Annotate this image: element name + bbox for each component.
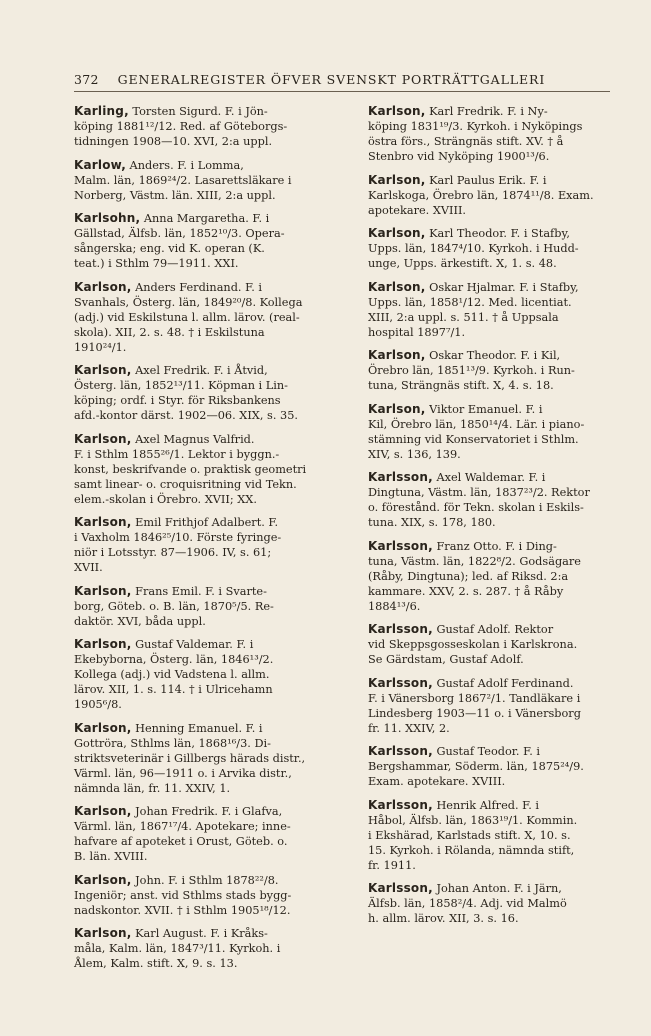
entry-text: Emil Frithjof Adalbert. F. i Vaxholm 1846²⁵/10. Förste fyringe- niör i Lotsstyr. 87—1906. IV, s. 61; XVII.	[74, 516, 282, 574]
entry-text: Anna Margaretha. F. i Gällstad, Älfsb. län, 1852¹⁰/3. Opera- sångerska; eng. vid K. operan (K. teat.) i Sthlm 79—1911. XXI.	[74, 212, 285, 270]
entry-text: Karl Paulus Erik. F. i Karlskoga, Örebro län, 1874¹¹/8. Exam. apotekare. XVIII.	[368, 173, 594, 217]
entry-text: Johan Fredrik. F. i Glafva, Värml. län, 1867¹⁷/4. Apotekare; inne- hafvare af apoteket i Orust, Göteb. o. B. län. XVIII.	[74, 805, 291, 863]
register-entry	[368, 744, 616, 789]
header-rule	[74, 91, 610, 92]
entry-surname: Karlsson,	[368, 538, 433, 553]
entry-text: John. F. i Sthlm 1878²²/8. Ingeniör; anst. vid Sthlms stads bygg- nadskontor. XVII. † i Sthlm 1905¹⁸/12.	[74, 873, 292, 917]
entry-text: Anders Ferdinand. F. i Svanhals, Österg. län, 1849²⁰/8. Kollega (adj.) vid Eskilstuna l. allm. lärov. (real- skola). XII, 2. s. 48. † i Eskilstuna 1910²⁴/1.	[74, 280, 303, 354]
entry-text: Johan Anton. F. i Järn, Älfsb. län, 1858²/4. Adj. vid Malmö h. allm. lärov. XII, 3. s. 16.	[368, 882, 567, 925]
entry-text: Franz Otto. F. i Ding- tuna, Västm. län, 1822⁸/2. Godsägare (Råby, Dingtuna); led. af Riksd. 2:a kammare. XXV, 2. s. 287. † å Råby 1884¹³/6.	[368, 539, 581, 613]
entry-text: Karl Fredrik. F. i Ny- köping 1831¹⁹/3. Kyrkoh. i Nyköpings östra förs., Strängnäs stift. XV. † å Stenbro vid Nyköping 1900¹³/6.	[368, 105, 583, 163]
right-column	[368, 104, 616, 935]
entry-text: Oskar Hjalmar. F. i Stafby, Upps. län, 1858¹/12. Med. licentiat. XIII, 2:a uppl. s. 511. † å Uppsala hospital 1897⁷/1.	[368, 280, 579, 339]
register-entry	[368, 104, 616, 164]
entry-surname: Karlsson,	[368, 744, 433, 758]
register-entry	[74, 584, 322, 629]
entry-surname: Karlson,	[368, 279, 426, 294]
entry-text: Axel Magnus Valfrid. F. i Sthlm 1855²⁶/1. Lektor i byggn.- konst, beskrifvande o. praktisk geometri samt linear- o. croquisritning vid Tekn. elem.-skolan i Örebro. XVII; XX.	[74, 432, 307, 506]
entry-surname: Karlsohn,	[74, 211, 141, 225]
entry-surname: Karlson,	[74, 431, 132, 446]
register-entry	[74, 873, 322, 918]
register-entry	[368, 798, 616, 873]
register-entry	[74, 432, 322, 507]
register-entry	[368, 173, 616, 218]
entry-text: Anders. F. i Lomma, Malm. län, 1869²⁴/2. Lasarettsläkare i Norberg, Västm. län. XIII, 2:a uppl.	[74, 158, 292, 202]
entry-surname: Karlsson,	[368, 797, 433, 812]
entry-surname: Karlsson,	[368, 881, 433, 895]
entry-text: Karl Theodor. F. i Stafby, Upps. län, 1847⁴/10. Kyrkoh. i Hudd- unge, Upps. ärkestift. X, 1. s. 48.	[368, 227, 579, 270]
entry-surname: Karlsson,	[368, 470, 433, 484]
entry-text: Henrik Alfred. F. i Håbol, Älfsb. län, 1863¹⁹/1. Kommin. i Ekshärad, Karlstads stift. X, 10. s. 15. Kyrkoh. i Rölanda, nämnda stift, fr. 1911.	[368, 798, 578, 872]
register-entry	[74, 211, 322, 271]
register-entry	[368, 226, 616, 271]
register-entry	[74, 804, 322, 864]
entry-surname: Karlsson,	[368, 622, 433, 636]
entry-text: Gustaf Adolf Ferdinand. F. i Vänersborg 1867²/1. Tandläkare i Lindesberg 1903—11 o. i Vänersborg fr. 11. XXIV, 2.	[368, 676, 581, 735]
entry-text: Gustaf Teodor. F. i Bergshammar, Söderm. län, 1875²⁴/9. Exam. apotekare. XVIII.	[368, 745, 584, 788]
entry-surname: Karlson,	[74, 583, 132, 598]
register-entry	[74, 280, 322, 355]
entry-surname: Karlson,	[74, 363, 132, 377]
register-entry	[368, 622, 616, 667]
page-header	[74, 72, 610, 87]
entry-text: Karl August. F. i Kråks- måla, Kalm. län, 1847³/11. Kyrkoh. i Ålem, Kalm. stift. X, 9. s. 13.	[74, 927, 281, 970]
entry-surname: Karlson,	[368, 226, 426, 240]
entry-text: Viktor Emanuel. F. i Kil, Örebro län, 1850¹⁴/4. Lär. i piano- stämning vid Konservatoriet i Sthlm. XIV, s. 136, 139.	[368, 402, 585, 461]
register-entry	[368, 348, 616, 393]
register-entry	[74, 158, 322, 203]
entry-surname: Karlson,	[74, 637, 132, 651]
entry-surname: Karlson,	[74, 804, 132, 818]
entry-text: Henning Emanuel. F. i Gottröra, Sthlms län, 1868¹⁶/3. Di- striktsveterinär i Gillbergs härads distr., Värml. län, 96—1911 o. i Arvika distr., nämnda län, fr. 11. XXIV, 1.	[74, 721, 306, 795]
register-entry	[368, 676, 616, 736]
entry-surname: Karlson,	[74, 872, 132, 887]
register-entry	[74, 104, 322, 149]
entry-text: Axel Fredrik. F. i Åtvid, Österg. län, 1852¹³/11. Köpman i Lin- köping; ordf. i Styr. för Riksbankens afd.-kontor därst. 1902—06. XIX, s. 35.	[74, 364, 298, 422]
register-entry	[368, 280, 616, 340]
entry-text: Gustaf Adolf. Rektor vid Skeppsgosseskolan i Karlskrona. Se Gärdstam, Gustaf Adolf.	[368, 623, 578, 666]
register-entry	[368, 881, 616, 926]
entry-text: Gustaf Valdemar. F. i Ekebyborna, Österg. län, 1846¹³/2. Kollega (adj.) vid Vadstena l. allm. lärov. XII, 1. s. 114. † i Ulricehamn 1905⁶/8.	[74, 638, 274, 711]
entry-surname: Karling,	[74, 104, 129, 118]
entry-surname: Karlson,	[74, 720, 132, 735]
entry-text: Frans Emil. F. i Svarte- borg, Göteb. o. B. län, 1870⁵/5. Re- daktör. XVI, båda uppl.	[74, 584, 274, 628]
register-entry	[74, 363, 322, 423]
entry-surname: Karlson,	[74, 279, 132, 294]
entry-surname: Karlson,	[368, 401, 426, 416]
entry-surname: Karlsson,	[368, 675, 433, 690]
entry-surname: Karlson,	[74, 515, 132, 529]
register-entry	[74, 926, 322, 971]
entry-text: Torsten Sigurd. F. i Jön- köping 1881¹²/12. Red. af Göteborgs- tidningen 1908—10. XVI, 2:a uppl.	[74, 105, 288, 148]
register-entry	[368, 402, 616, 462]
register-entry	[74, 515, 322, 575]
entry-surname: Karlson,	[368, 172, 426, 187]
left-column	[74, 104, 322, 980]
page-number: 372	[74, 72, 99, 87]
entry-surname: Karlson,	[368, 104, 426, 118]
register-entry	[368, 470, 616, 530]
register-entry	[368, 539, 616, 614]
entry-surname: Karlson,	[368, 348, 426, 362]
entry-text: Oskar Theodor. F. i Kil, Örebro län, 1851¹³/9. Kyrkoh. i Run- tuna, Strängnäs stift. X, 4. s. 18.	[368, 349, 575, 392]
entry-text: Axel Waldemar. F. i Dingtuna, Västm. län, 1837²³/2. Rektor o. förestånd. för Tekn. skolan i Eskils- tuna. XIX, s. 178, 180.	[368, 471, 590, 529]
running-title: GENERALREGISTER ÖFVER SVENSKT PORTRÄTTGALLERI	[117, 72, 546, 87]
entry-surname: Karlson,	[74, 926, 132, 940]
register-entry	[74, 721, 322, 796]
register-entry	[74, 637, 322, 712]
entry-surname: Karlow,	[74, 157, 126, 172]
